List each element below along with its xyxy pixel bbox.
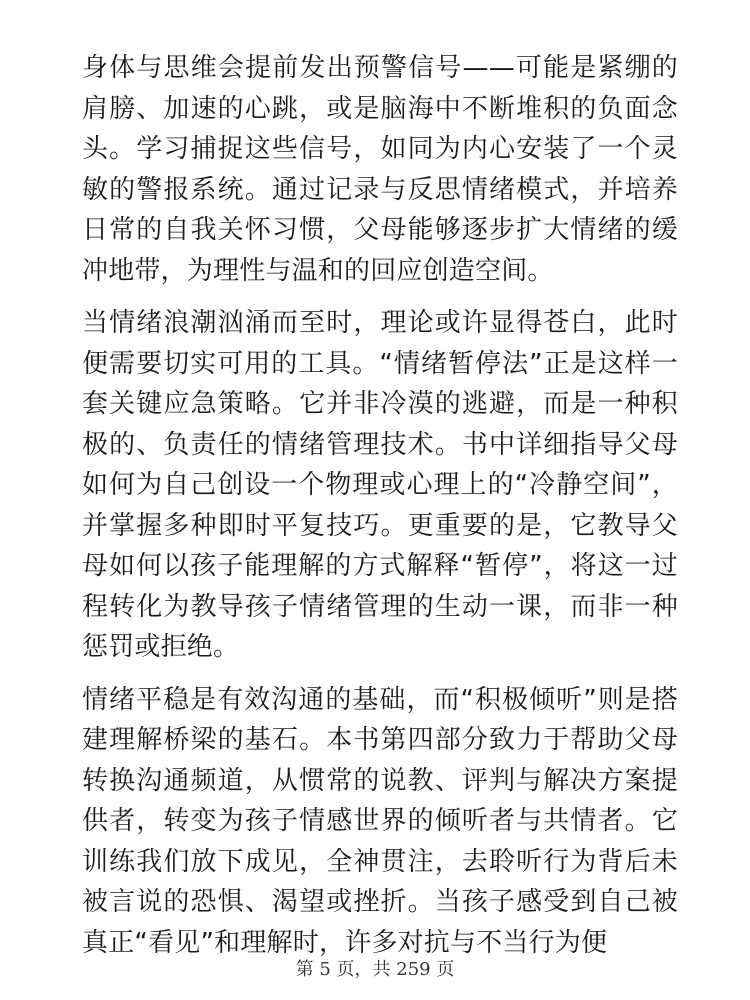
body-text xyxy=(82,48,678,975)
page-footer: 第 5 页，共 259 页 xyxy=(295,959,455,980)
paragraph-3: 情绪平稳是有效沟通的基础，而“积极倾听”则是搭建理解桥梁的基石。本书第四部分致力于帮助父母转换沟通频道，从惯常的说教、评判与解决方案提供者，转变为孩子情感世界的倾听者与共情者。它训练我们放下成见，全神贯注，去聆听行为背后未被言说的恐惧、渴望或挫折。当孩子感受到自己被真正“看见”和理解时，许多对抗与不当行为便 xyxy=(82,684,678,958)
paragraph-2: 当情绪浪潮汹涌而至时，理论或许显得苍白，此时便需要切实可用的工具。“情绪暂停法”正是这样一套关键应急策略。它并非冷漠的逃避，而是一种积极的、负责任的情绪管理技术。书中详细指导父母如何为自己创设一个物理或心理上的“冷静空间”，并掌握多种即时平复技巧。更重要的是，它教导父母如何以孩子能理解的方式解释“暂停”，将这一过程转化为教导孩子情绪管理的生动一课，而非一种惩罚或拒绝。 xyxy=(82,308,678,662)
paragraph-1: 身体与思维会提前发出预警信号——可能是紧绷的肩膀、加速的心跳，或是脑海中不断堆积的负面念头。学习捕捉这些信号，如同为内心安装了一个灵敏的警报系统。通过记录与反思情绪模式，并培养日常的自我关怀习惯，父母能够逐步扩大情绪的缓冲地带，为理性与温和的回应创造空间。 xyxy=(82,53,678,286)
